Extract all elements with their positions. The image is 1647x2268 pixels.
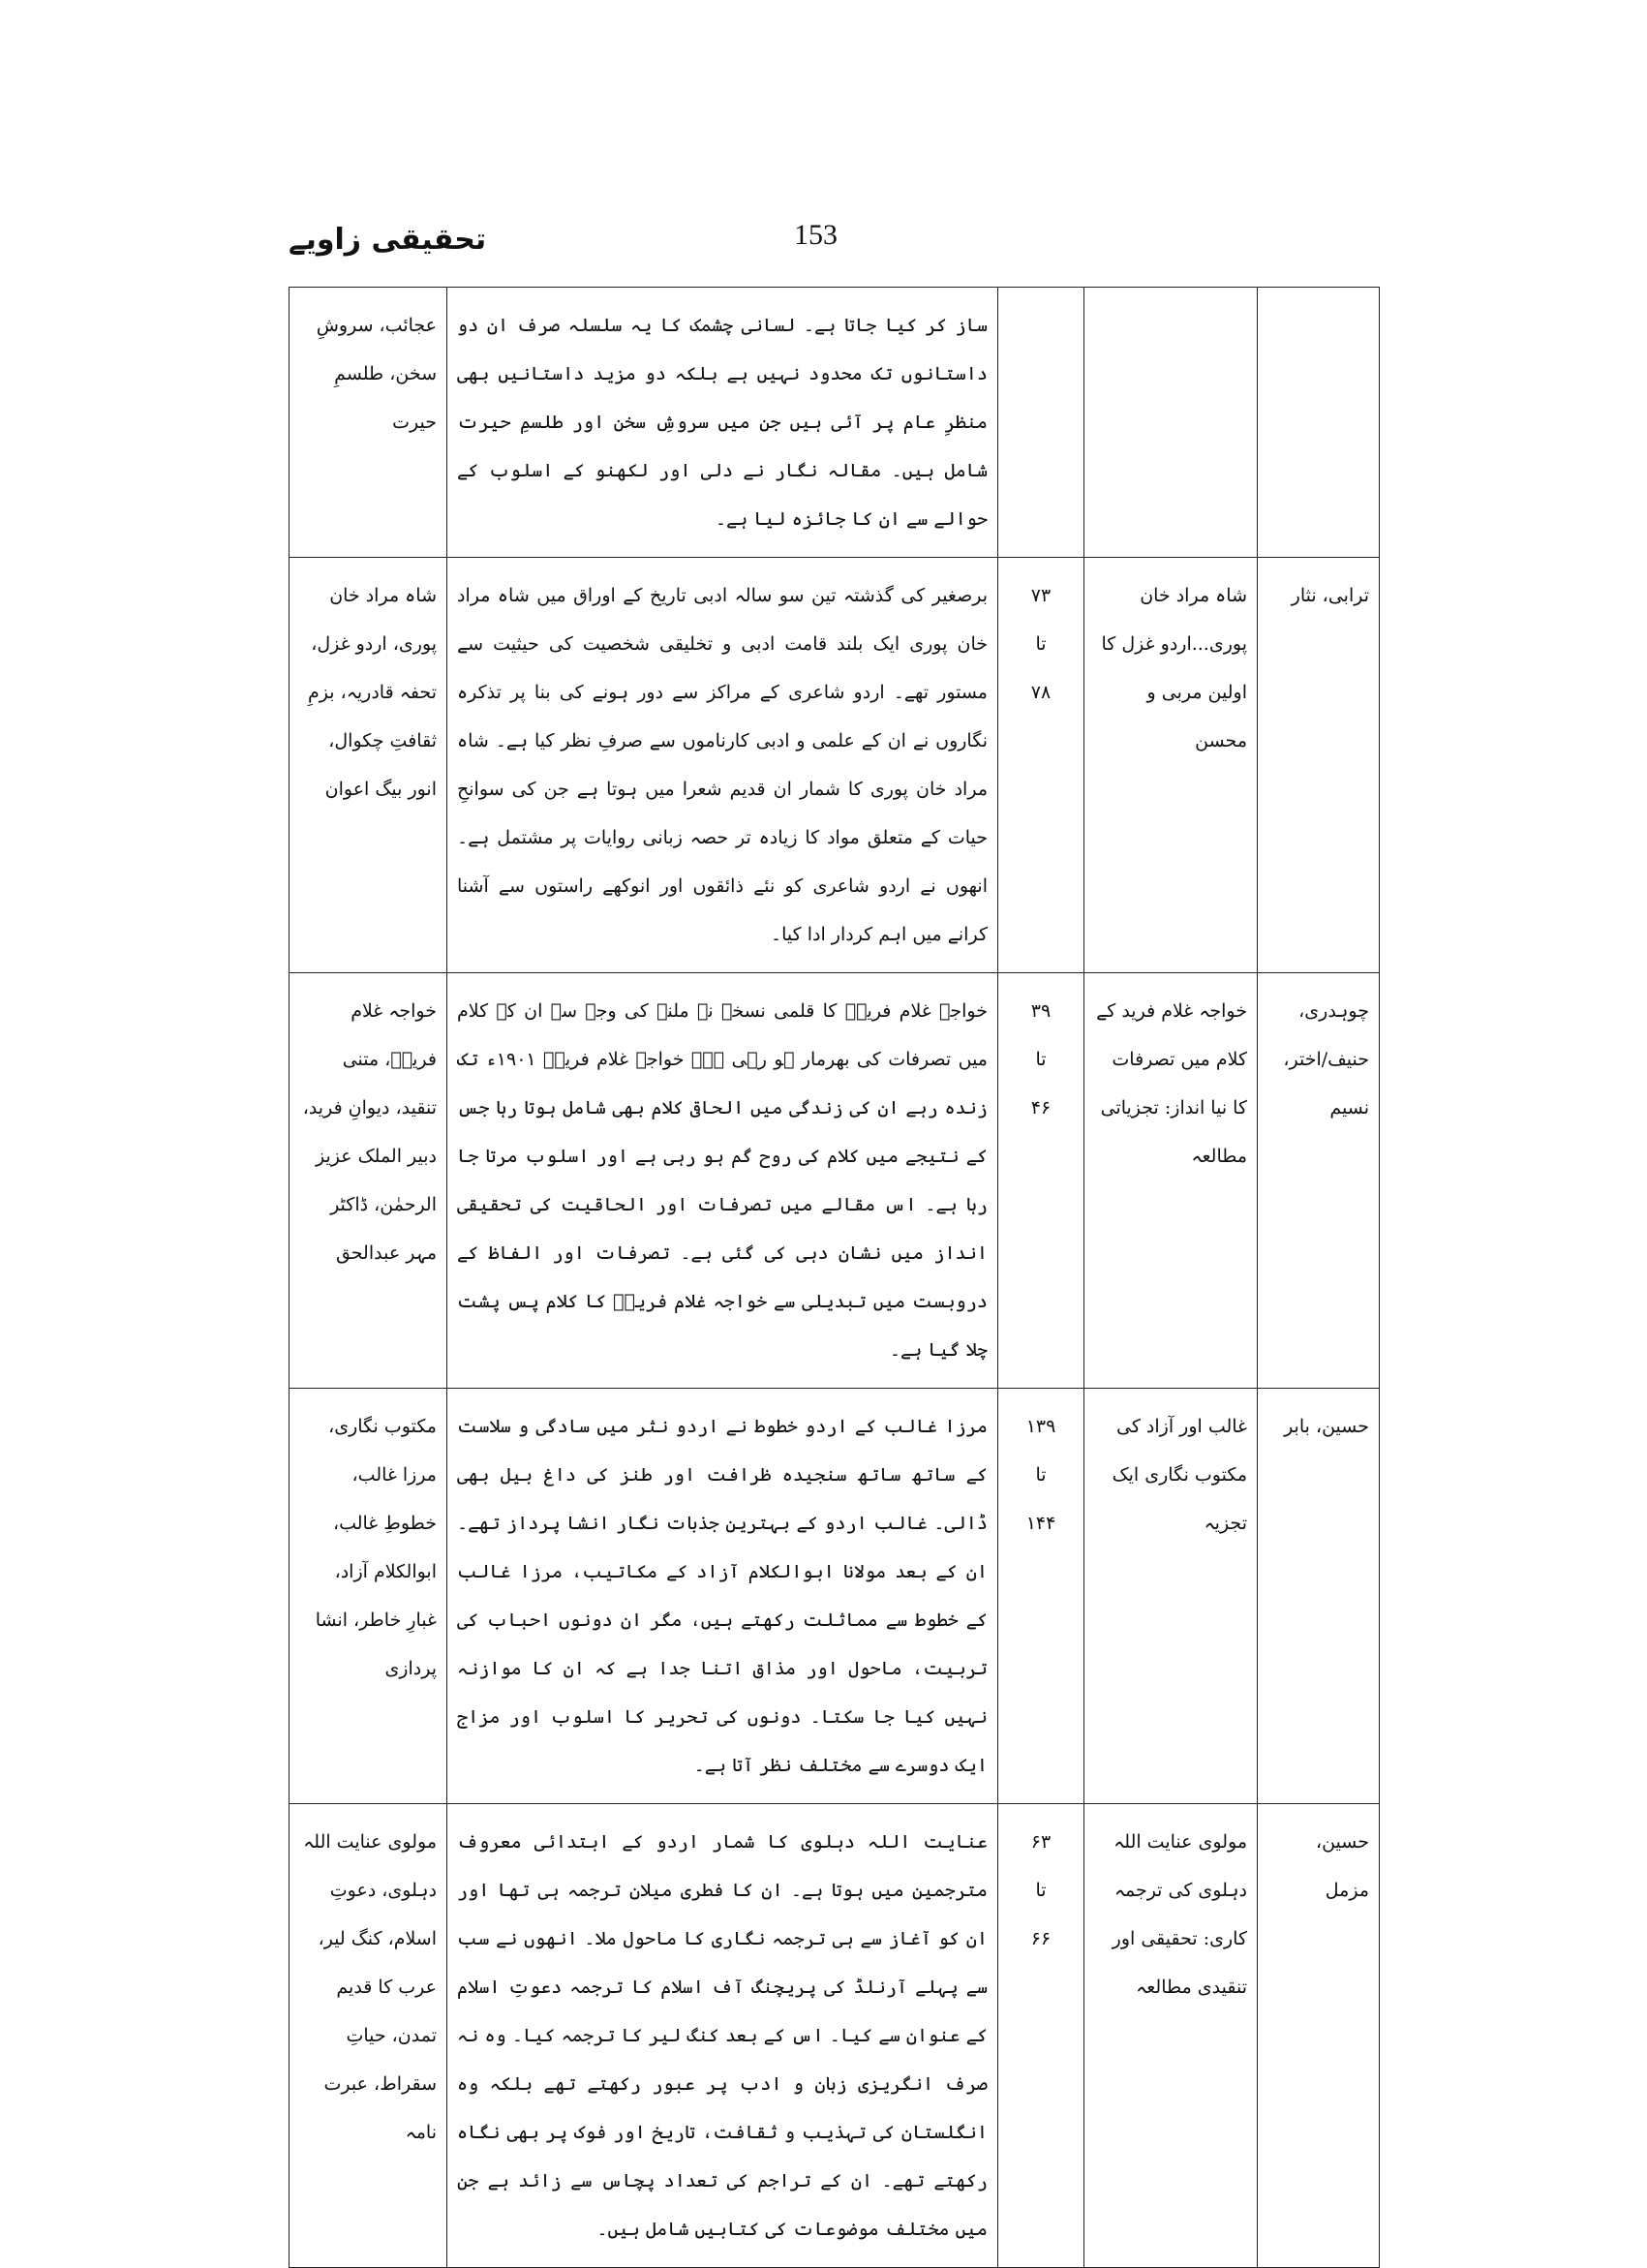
page-from: ۶۳ xyxy=(1030,1831,1052,1853)
summary-cell: مرزا غالب کے اردو خطوط نے اردو نثر میں سادگی و سلاست کے ساتھ ساتھ سنجیدہ ظرافت اور طنز کی داغ بیل بھی ڈالی۔ غالب اردو کے بہترین جذبات نگار انشا پرداز تھے۔ ان کے بعد مولانا ابوالکلام آزاد کے مکاتیب، مرزا غالب کے خطوط سے مماثلت رکھتے ہیں، مگر ان دونوں احباب کی تربیت، ماحول اور مذاق اتنا جدا ہے کہ ان کا موازنہ نہیں کیا جا سکتا۔ دونوں کی تحریر کا اسلوب اور مزاج ایک دوسرے سے مختلف نظر آتا ہے۔ xyxy=(447,1389,998,1804)
summary-cell: ساز کر کیا جاتا ہے۔ لسانی چشمک کا یہ سلسلہ صرف ان دو داستانوں تک محدود نہیں ہے بلکہ دو مزید داستانیں بھی منظرِ عام پر آئی ہیں جن میں سروشِ سخن اور طلسمِ حیرت شامل ہیں۔ مقالہ نگار نے دلی اور لکھنو کے اسلوب کے حوالے سے ان کا جائزہ لیا ہے۔ xyxy=(447,288,998,558)
page-range-separator: تا xyxy=(1035,1464,1047,1486)
table-row xyxy=(290,973,1380,1389)
title-cell: شاہ مراد خان پوری...اردو غزل کا اولین مربی و محسن xyxy=(1084,558,1258,973)
table-row xyxy=(290,1804,1380,2268)
title-cell: مولوی عنایت اللہ دہلوی کی ترجمہ کاری: تحقیقی اور تنقیدی مطالعہ xyxy=(1084,1804,1258,2268)
page-to: ۴۶ xyxy=(1030,1097,1052,1119)
page-to: ۱۴۴ xyxy=(1025,1513,1056,1534)
title-cell: غالب اور آزاد کی مکتوب نگاری ایک تجزیہ xyxy=(1084,1389,1258,1804)
page-from: ۳۹ xyxy=(1030,1000,1052,1022)
page-number: 153 xyxy=(794,219,838,251)
summary-cell: عنایت اللہ دہلوی کا شمار اردو کے ابتدائی معروف مترجمین میں ہوتا ہے۔ ان کا فطری میلان ترجمہ ہی تھا اور ان کو آغاز سے ہی ترجمہ نگاری کا ماحول ملا۔ انھوں نے سب سے پہلے آرنلڈ کی پریچنگ آف اسلام کا ترجمہ دعوتِ اسلام کے عنوان سے کیا۔ اس کے بعد کنگ لیر کا ترجمہ کیا۔ وہ نہ صرف انگریزی زبان و ادب پر عبور رکھتے تھے بلکہ وہ انگلستان کی تہذیب و ثقافت، تاریخ اور فوک پر بھی نگاہ رکھتے تھے۔ ان کے تراجم کی تعداد پچاس سے زائد ہے جن میں مختلف موضوعات کی کتابیں شامل ہیں۔ xyxy=(447,1804,998,2268)
title-cell xyxy=(1084,288,1258,558)
keywords-cell: مولوی عنایت اللہ دہلوی، دعوتِ اسلام، کنگ لیر، عرب کا قدیم تمدن، حیاتِ سقراط، عبرت نامہ xyxy=(290,1804,447,2268)
page-range-separator: تا xyxy=(1035,633,1047,655)
author-cell xyxy=(1258,288,1380,558)
keywords-cell: مکتوب نگاری، مرزا غالب، خطوطِ غالب، ابوالکلام آزاد، غبارِ خاطر، انشا پردازی xyxy=(290,1389,447,1804)
keywords-cell: شاہ مراد خان پوری، اردو غزل، تحفہ قادریہ، بزمِ ثقافتِ چکوال، انور بیگ اعوان xyxy=(290,558,447,973)
table-row xyxy=(290,288,1380,558)
keywords-cell: عجائب، سروشِ سخن، طلسمِ حیرت xyxy=(290,288,447,558)
pages-cell xyxy=(998,558,1084,973)
pages-cell xyxy=(998,288,1084,558)
author-cell: ترابی، نثار xyxy=(1258,558,1380,973)
pages-cell xyxy=(998,1389,1084,1804)
page-range-separator: تا xyxy=(1035,1049,1047,1070)
page-from: ۱۳۹ xyxy=(1025,1416,1056,1437)
pages-cell xyxy=(998,973,1084,1389)
page-to: ۶۶ xyxy=(1030,1928,1052,1949)
summary-cell: برصغیر کی گذشتہ تین سو سالہ ادبی تاریخ کے اوراق میں شاہ مراد خان پوری ایک بلند قامت ادبی و تخلیقی شخصیت کی حیثیت سے مستور تھے۔ اردو شاعری کے مراکز سے دور ہونے کی بنا پر تذکرہ نگاروں نے ان کے علمی و ادبی کارناموں سے صرفِ نظر کیا ہے۔ شاہ مراد خان پوری کا شمار ان قدیم شعرا میں ہوتا ہے جن کی سوانحِ حیات کے متعلق مواد کا زیادہ تر حصہ زبانی روایات پر مشتمل ہے۔ انھوں نے اردو شاعری کو نئے ذائقوں اور انوکھے راستوں سے آشنا کرانے میں اہم کردار ادا کیا۔ xyxy=(447,558,998,973)
pages-cell xyxy=(998,1804,1084,2268)
journal-title: تحقیقی زاویے xyxy=(289,223,487,257)
page-to: ۷۸ xyxy=(1030,682,1052,703)
bibliography-table xyxy=(289,287,1380,2268)
page-from: ۷۳ xyxy=(1030,585,1052,606)
title-cell: خواجہ غلام فرید کے کلام میں تصرفات کا نیا انداز: تجزیاتی مطالعہ xyxy=(1084,973,1258,1389)
keywords-cell: خواجہ غلام فریدؒ، متنی تنقید، دیوانِ فرید، دبیر الملک عزیز الرحمٰن، ڈاکٹر مہر عبدالحق xyxy=(290,973,447,1389)
author-cell: حسین، مزمل xyxy=(1258,1804,1380,2268)
summary-cell: خواجہ غلام فریدؒ کا قلمی نسخہ نہ ملنے کی وجہ سے ان کے کلام میں تصرفات کی بھرمار ہو رہی ہے۔ خواجہ غلام فریدؒ ۱۹۰۱ء تک زندہ رہے ان کی زندگی میں الحاقی کلام بھی شامل ہوتا رہا جس کے نتیجے میں کلام کی روح گم ہو رہی ہے اور اسلوب مرتا جا رہا ہے۔ اس مقالے میں تصرفات اور الحاقیت کی تحقیقی انداز میں نشان دہی کی گئی ہے۔ تصرفات اور الفاظ کے دروبست میں تبدیلی سے خواجہ غلام فریدؒ کا کلام پس پشت چلا گیا ہے۔ xyxy=(447,973,998,1389)
author-cell: حسین، بابر xyxy=(1258,1389,1380,1804)
page-range-separator: تا xyxy=(1035,1880,1047,1901)
author-cell: چوہدری، حنیف/اختر، نسیم xyxy=(1258,973,1380,1389)
table-row xyxy=(290,1389,1380,1804)
table-row xyxy=(290,558,1380,973)
